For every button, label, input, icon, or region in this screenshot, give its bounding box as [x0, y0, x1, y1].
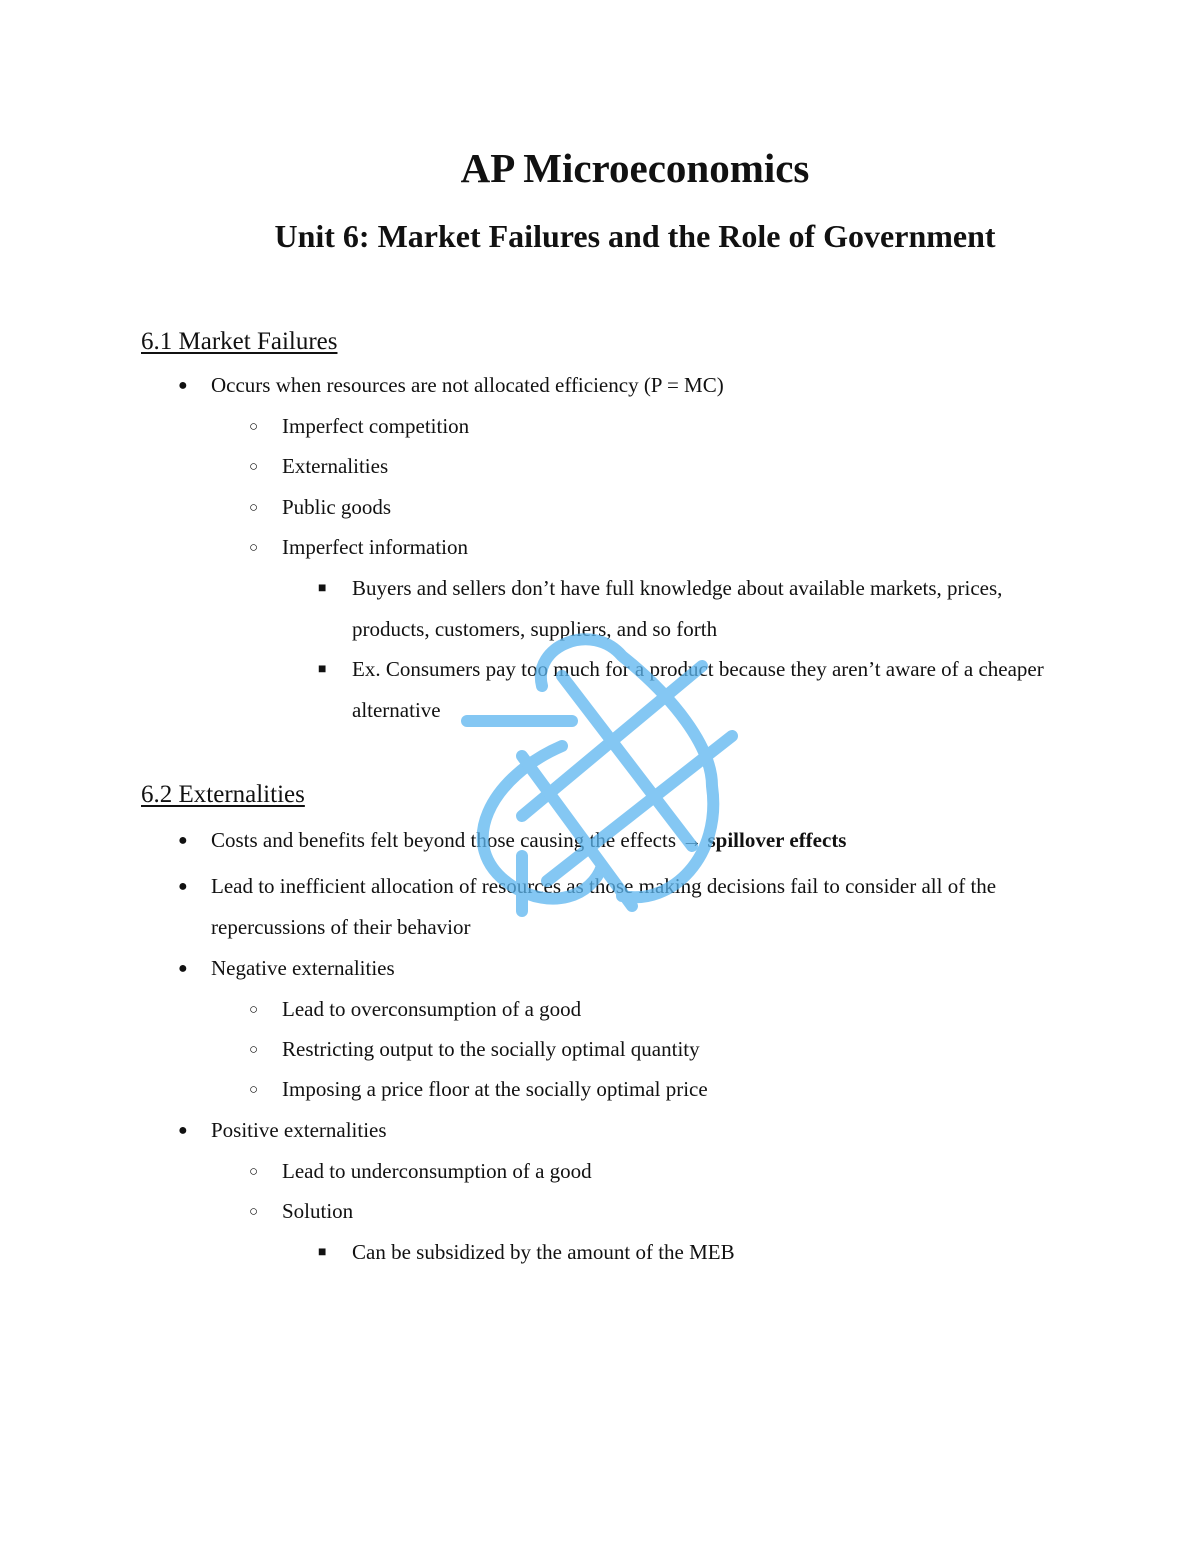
filled-circle-bullet-icon: ● — [178, 960, 188, 977]
list-item: Lead to underconsumption of a good — [282, 1159, 592, 1183]
list-item: Positive externalities — [211, 1118, 387, 1142]
list-item: Imposing a price floor at the socially optimal price — [282, 1077, 708, 1101]
hollow-circle-bullet-icon: ○ — [249, 459, 259, 475]
list-item: Solution — [282, 1199, 354, 1223]
list-item: Externalities — [282, 454, 389, 478]
list-item: Lead to overconsumption of a good — [282, 997, 582, 1021]
list-item: Lead to inefficient allocation of resources as those making decisions fail to consider all of the — [211, 874, 997, 898]
filled-square-bullet-icon: ■ — [318, 581, 327, 596]
hollow-circle-bullet-icon: ○ — [249, 1082, 259, 1098]
filled-square-bullet-icon: ■ — [318, 662, 327, 677]
hollow-circle-bullet-icon: ○ — [249, 1042, 259, 1058]
list-item-continuation: alternative — [352, 698, 441, 722]
list-item: Imperfect information — [282, 535, 469, 559]
document-title: AP Microeconomics — [460, 145, 810, 191]
filled-circle-bullet-icon: ● — [178, 832, 188, 849]
hollow-circle-bullet-icon: ○ — [249, 1164, 259, 1180]
filled-circle-bullet-icon: ● — [178, 1122, 188, 1139]
list-item: Imperfect competition — [282, 414, 470, 438]
list-item: Occurs when resources are not allocated efficiency (P = MC) — [211, 373, 724, 397]
hollow-circle-bullet-icon: ○ — [249, 500, 259, 516]
list-item: Ex. Consumers pay too much for a product because they aren’t aware of a cheaper — [352, 657, 1044, 681]
list-item: Buyers and sellers don’t have full knowledge about available markets, prices, — [352, 576, 1003, 600]
list-item — [211, 826, 846, 854]
hollow-circle-bullet-icon: ○ — [249, 1002, 259, 1018]
section-heading-market-failures: 6.1 Market Failures — [141, 328, 338, 355]
hollow-circle-bullet-icon: ○ — [249, 540, 259, 556]
hollow-circle-bullet-icon: ○ — [249, 419, 259, 435]
hollow-circle-bullet-icon: ○ — [249, 1204, 259, 1220]
filled-circle-bullet-icon: ● — [178, 878, 188, 895]
list-item: Can be subsidized by the amount of the MEB — [352, 1240, 735, 1264]
list-item-continuation: products, customers, suppliers, and so forth — [352, 617, 718, 641]
list-item: Restricting output to the socially optimal quantity — [282, 1037, 700, 1061]
filled-circle-bullet-icon: ● — [178, 377, 188, 394]
list-item: Negative externalities — [211, 956, 395, 980]
list-item-continuation: repercussions of their behavior — [211, 915, 471, 939]
section-heading-externalities: 6.2 Externalities — [141, 781, 305, 808]
bold-term-spillover-effects: spillover effects — [707, 828, 847, 852]
filled-square-bullet-icon: ■ — [318, 1245, 327, 1260]
list-item: Public goods — [282, 495, 392, 519]
list-item-text: Costs and benefits felt beyond those causing the effects → — [211, 828, 708, 852]
document-subtitle: Unit 6: Market Failures and the Role of Government — [274, 218, 996, 254]
